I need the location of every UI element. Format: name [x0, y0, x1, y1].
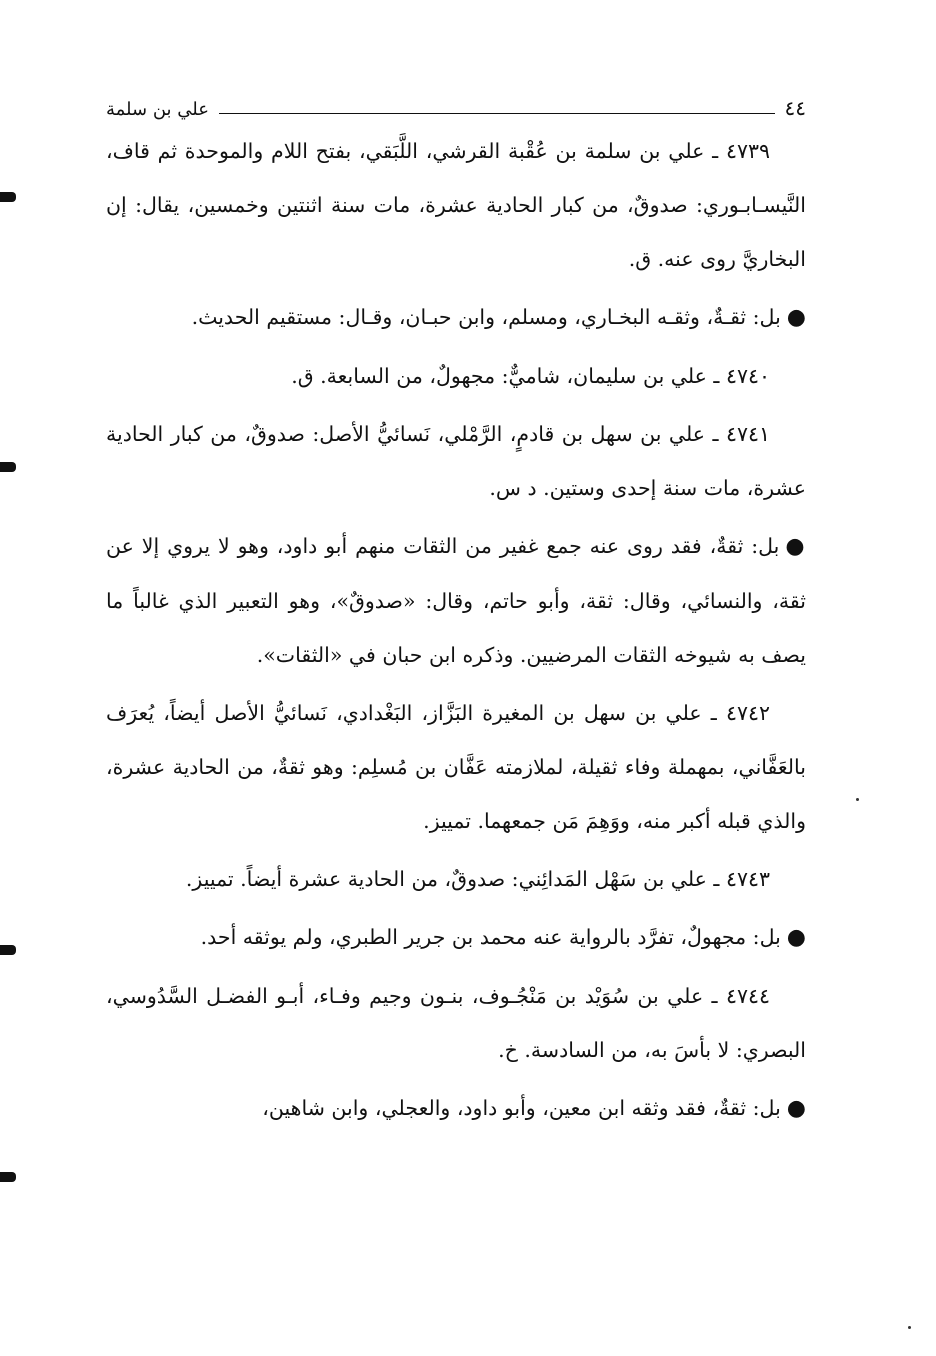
bullet-icon: ●: [786, 1096, 806, 1121]
entry-4744: ٤٧٤٤ ـ علي بن سُوَيْد بن مَنْجُـوف، بنـون وجيم وفـاء، أبـو الفضـل السَّدُوسي، البصري: لا بأسَ به، من السادسة. خ.: [106, 984, 806, 1062]
note-text: بل: مجهولٌ، تفرَّد بالرواية عنه محمد بن جرير الطبري، ولم يوثقه أحد.: [200, 925, 781, 949]
scan-speck: [856, 798, 859, 801]
bullet-icon: ●: [786, 925, 806, 950]
note-4739: [106, 290, 806, 345]
note-text: بل: ثقةٌ، فقد وثقه ابن معين، وأبو داود، والعجلي، وابن شاهين،: [262, 1096, 781, 1120]
note-4741: [106, 519, 806, 682]
entry-4742: ٤٧٤٢ ـ علي بن سهل بن المغيرة البَزَّاز، البَغْدادي، نَسائيُّ الأصل أيضاً، يُعرَف بالعَفَّاني، بمهملة وفاء ثقيلة، لملازمته عَفَّان بن مُسلِم: وهو ثقةٌ، من الحادية عشرة، والذي قبله أكبر منه، ووَهِمَ مَن جمعهما. تمييز.: [106, 701, 806, 833]
scan-edge-mark: [0, 462, 16, 472]
note-4743: [106, 910, 806, 965]
entry-4741: ٤٧٤١ ـ علي بن سهل بن قادمٍ، الرَّمْلي، نَسائيُّ الأصل: صدوقٌ، من كبار الحادية عشرة، مات سنة إحدى وستين. د س.: [106, 422, 806, 500]
scan-edge-mark: [0, 1172, 16, 1182]
entry-4739: ٤٧٣٩ ـ علي بن سلمة بن عُقْبة القرشي، اللَّبَقي، بفتح اللام والموحدة ثم قاف، النَّيسـابـوري: صدوقٌ، من كبار الحادية عشرة، مات سنة اثنتين وخمسين، يقال: إن البخاريَّ روى عنه. ق.: [106, 139, 806, 271]
bullet-icon: ●: [786, 305, 806, 330]
scan-edge-mark: [0, 945, 16, 955]
header-rule: [219, 113, 775, 114]
entry-4743: ٤٧٤٣ ـ علي بن سَهْل المَدائِني: صدوقٌ، من الحادية عشرة أيضاً. تمييز.: [185, 867, 770, 891]
note-text: بل: ثقـةٌ، وثقـه البخـاري، ومسلم، وابن حبـان، وقـال: مستقيم الحديث.: [191, 305, 781, 329]
book-page: [106, 90, 806, 1140]
running-header: [106, 90, 806, 120]
page-number: ٤٤: [784, 96, 806, 120]
running-title: علي بن سلمة: [106, 99, 209, 120]
scan-speck: [908, 1326, 911, 1329]
bullet-icon: ●: [785, 534, 806, 559]
note-4744: [106, 1081, 806, 1136]
scan-edge-mark: [0, 192, 16, 202]
note-text: بل: ثقةٌ، فقد روى عنه جمع غفير من الثقات منهم أبو داود، وهو لا يروي إلا عن ثقة، والنسائي، وقال: ثقة، وأبو حاتم، وقال: «صدوقٌ»، وهو التعبير الذي غالباً ما يصف به شيوخه الثقات المرضيين. وذكره ابن حبان في «الثقات».: [106, 534, 806, 667]
entry-4740: ٤٧٤٠ ـ علي بن سليمان، شاميٌّ: مجهولٌ، من السابعة. ق.: [291, 364, 770, 388]
